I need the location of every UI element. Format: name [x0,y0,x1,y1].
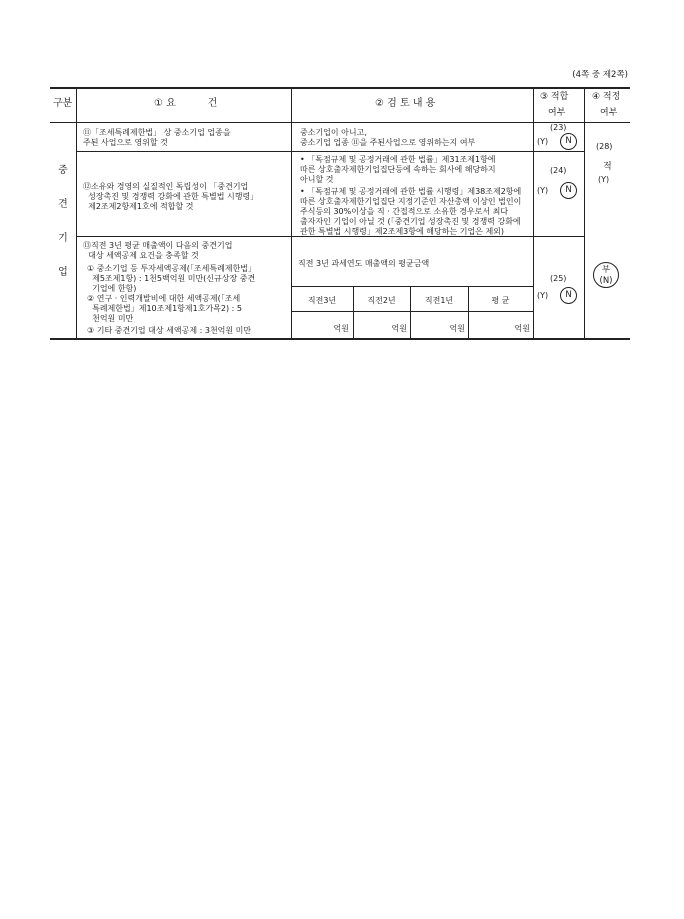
row3-requirement-line7: 특례제한법」제10조제1항제1호가목2) : 5 [87,304,242,313]
row3-requirement-line6: ② 연구 · 인력개발비에 대한 세액공제(「조세 [87,294,241,303]
proper-yes: (Y) [598,175,610,184]
sales-header-3y: 직전3년 [307,296,337,305]
header-bottom-line [50,122,630,123]
header-requirement: ① 요 건 [154,98,218,109]
row1-bottom-line [76,151,584,152]
header-fit-line1: ③ 적합 [540,92,569,102]
proper-no-top: 부 [601,265,611,275]
row2-requirement-line3: 제2조제2항제1호에 적합할 것 [83,202,194,211]
row3-requirement-line9: ③ 기타 중견기업 대상 세액공제 : 3천억원 미만 [87,326,252,335]
proper-no-bottom: (N) [599,276,613,286]
review-form-table [50,87,630,339]
header-proper-line2: 여부 [600,108,618,118]
row1-no-circle: N [560,133,577,150]
sales-unit-3y: 억원 [333,324,349,333]
table-top-border [50,87,630,89]
row1-item-number: (23) [550,123,567,132]
sales-header-top-line [291,286,533,287]
category-divider [76,87,77,339]
row3-item-number: (25) [550,274,567,283]
row3-requirement-line3: ① 중소기업 등 투자세액공제(「조세특례제한법」 [87,264,257,273]
row3-requirement-line8: 천억원 미만 [87,314,134,323]
row2-no-circle: N [560,182,577,199]
sales-header-2y: 직전2년 [367,296,396,305]
row2-requirement-line2: 성장촉진 및 경쟁력 강화에 관한 특별법 시행령」 [83,192,259,201]
row3-requirement-line5: 기업에 한함) [87,284,137,293]
proper-mark: 적 [603,162,612,172]
proper-no-circle [593,262,619,288]
row2-review-line2: 따른 상호출자제한기업집단등에 속하는 회사에 해당하지 [300,165,496,174]
row1-requirement-line1: ⑪「조세특례제한법」 상 중소기업 업종을 [83,128,231,137]
row3-no-circle: N [560,287,577,304]
review-divider [533,87,534,339]
sales-header-bottom-line [291,311,533,312]
row2-review-line4: • 「독점규제 및 공정거래에 관한 법률 시행령」제38조제2항에 [300,187,522,196]
header-fit-line2: 여부 [548,108,566,118]
row1-review-line2: 중소기업 업종 ⑪을 주된사업으로 영위하는지 여부 [300,138,476,147]
row2-review-line7: 출자자인 기업이 아닐 것 (「중견기업 성장촉진 및 경쟁력 강화에 [300,217,521,226]
row2-review-line5: 따른 상호출자제한기업집단 지정기준인 자산총액 이상인 법인이 [300,197,522,206]
proper-item-number: (28) [596,142,613,151]
row2-yes: (Y) [537,186,549,195]
row2-requirement-line1: ⑫소유와 경영의 실질적인 독립성이 「중견기업 [83,182,249,191]
row2-review-line6: 주식등의 30%이상을 직 · 간접적으로 소유한 경우로서 최다 [300,207,509,216]
row3-requirement-line2: 대상 세액공제 요건을 충족할 것 [83,251,199,260]
fit-divider [584,87,585,339]
row2-review-line1: • 「독점규제 및 공정거래에 관한 법률」제31조제1항에 [300,155,496,164]
header-category: 구분 [53,98,73,109]
table-bottom-border [50,338,630,340]
row2-review-line8: 관한 특별법 시행령」제2조제3항에 해당하는 기업은 제외) [300,227,505,236]
row1-yes: (Y) [537,137,549,146]
header-proper-line1: ④ 적정 [592,92,621,102]
header-review: ② 검 토 내 용 [375,98,436,109]
sales-unit-average: 억원 [514,324,530,333]
page-indicator: (4쪽 중 제2쪽) [572,70,628,80]
row2-review-line3: 아니할 것 [300,175,334,184]
row1-requirement-line2: 주된 사업으로 영위할 것 [83,138,168,147]
sales-header-1y: 직전1년 [424,296,454,305]
row3-requirement-line1: ⑬직전 3년 평균 매출액이 다음의 중견기업 [83,241,233,250]
category-char-1: 중 [58,165,68,176]
row3-review-title: 직전 3년 과세연도 매출액의 평균금액 [298,259,430,268]
category-char-4: 업 [58,267,68,278]
sales-unit-2y: 억원 [391,324,407,333]
category-char-3: 기 [58,233,68,244]
row1-review-line1: 중소기업이 아니고, [300,128,367,137]
row3-requirement-line4: 제5조제1항) : 1천5백억원 미만(신규상장 중견 [87,274,256,283]
row2-item-number: (24) [550,166,567,175]
category-char-2: 견 [58,199,68,210]
sales-unit-1y: 억원 [449,324,465,333]
row3-yes: (Y) [537,291,549,300]
sales-header-average: 평 균 [491,296,510,305]
